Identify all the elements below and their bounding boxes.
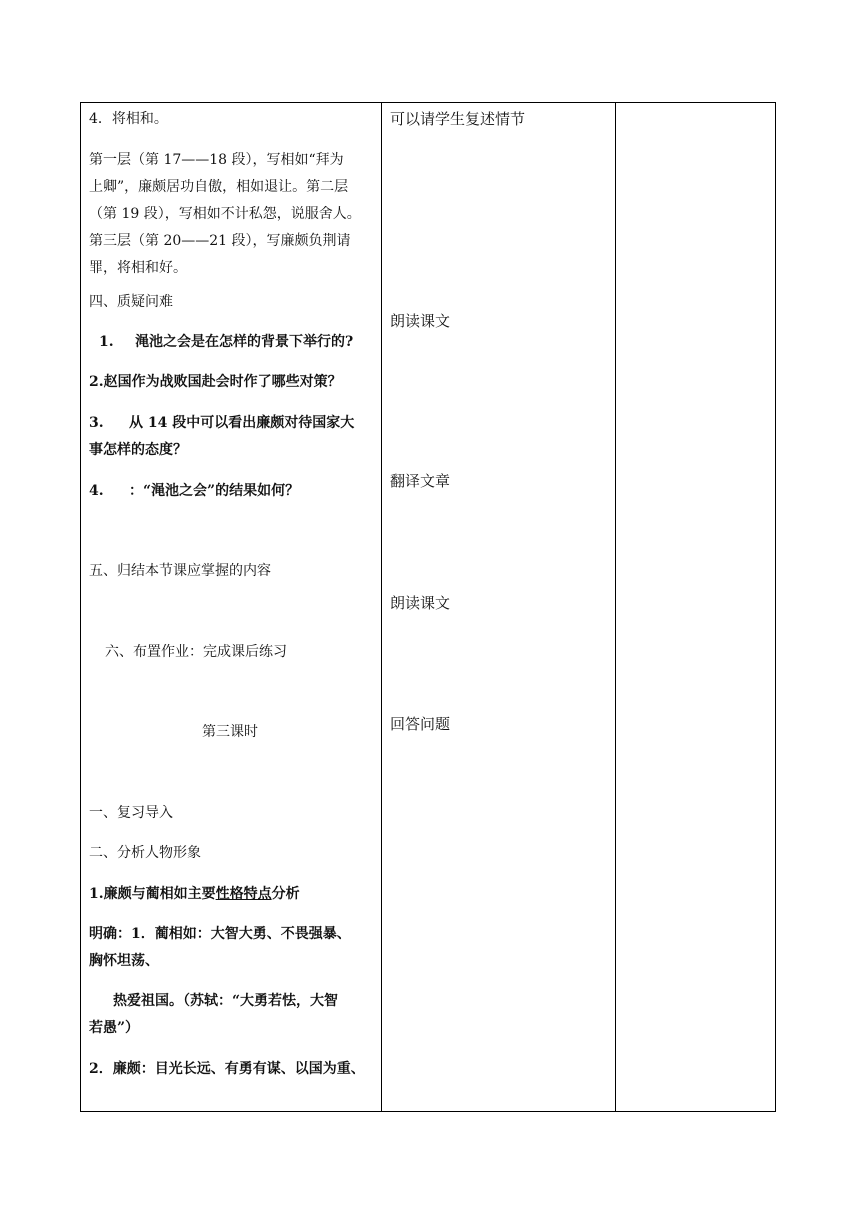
character-analysis-keyword: 性格特点 (215, 886, 272, 902)
review-heading: 一、复习导入 (89, 805, 173, 821)
question-2: 2.赵国作为战败国赴会时作了哪些对策？ (89, 374, 342, 390)
character-analysis-suffix: 分析 (271, 886, 300, 902)
question-4: ：“渑池之会”的结果如何？ (129, 483, 300, 499)
question-4-number: 4. (89, 483, 104, 499)
answer-line: 若愚”） (89, 1020, 140, 1036)
answer-line: 明确：1．蔺相如：大智大勇、不畏强暴、 (89, 926, 351, 942)
layer-text-line: 第三层（第 20——21 段），写廉颇负荆请 (89, 233, 351, 249)
layer-text-line: （第 19 段），写相如不计私怨，说服舍人。 (89, 206, 361, 222)
activity-retell: 可以请学生复述情节 (390, 110, 526, 128)
lesson-table (80, 102, 776, 1112)
section-4-heading: 四、质疑问难 (89, 294, 173, 310)
activity-answer: 回答问题 (390, 715, 451, 733)
character-analysis-prefix: 1.廉颇与蔺相如主要 (89, 886, 216, 902)
question-1: 渑池之会是在怎样的背景下举行的? (135, 334, 354, 350)
layer-text-line: 罪，将相和好。 (89, 260, 187, 276)
notes-column (615, 103, 775, 1111)
question-3-number: 3. (89, 415, 104, 431)
answer-line: 2．廉颇：目光长远、有勇有谋、以国为重、 (89, 1061, 365, 1077)
content-column (81, 103, 381, 1111)
question-3-line: 事怎样的态度？ (89, 442, 187, 458)
character-analysis-title (89, 881, 300, 907)
activity-read-aloud: 朗读课文 (390, 312, 451, 330)
lesson-3-title: 第三课时 (202, 724, 258, 740)
activity-column (381, 103, 615, 1111)
analysis-heading: 二、分析人物形象 (89, 845, 201, 861)
activity-translate: 翻译文章 (390, 472, 451, 490)
layer-text-line: 第一层（第 17——18 段），写相如“拜为 (89, 152, 344, 168)
answer-line: 热爱祖国。（苏轼：“大勇若怯，大智 (113, 993, 339, 1009)
question-1-number: 1. (99, 334, 114, 350)
question-3-line: 从 14 段中可以看出廉颇对待国家大 (129, 415, 355, 431)
layer-text-line: 上卿”，廉颇居功自傲，相如退让。第二层 (89, 179, 349, 195)
activity-read-aloud-2: 朗读课文 (390, 594, 451, 612)
point-4-heading: 4．将相和。 (89, 111, 168, 127)
section-5-heading: 五、归结本节课应掌握的内容 (89, 563, 271, 579)
section-6-heading: 六、布置作业：完成课后练习 (105, 644, 287, 660)
answer-line: 胸怀坦荡、 (89, 953, 159, 969)
